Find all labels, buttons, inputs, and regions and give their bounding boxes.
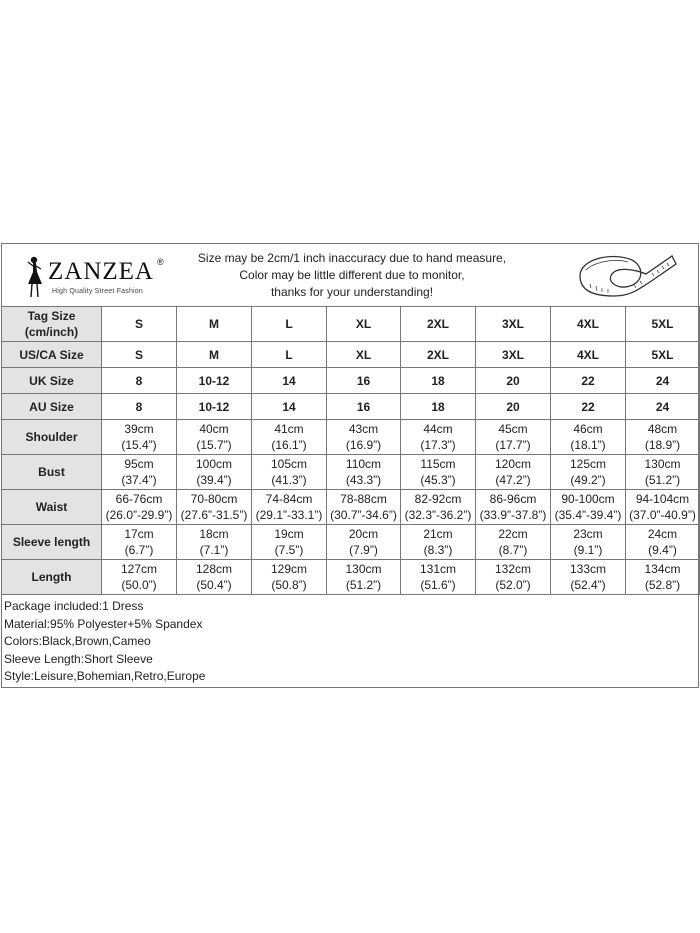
cell-line: (32.3”-36.2”)	[404, 508, 472, 522]
table-cell	[551, 307, 626, 342]
table-row	[2, 368, 700, 394]
cell-line: (6.7”)	[124, 543, 154, 557]
cell-line: 95cm	[124, 457, 154, 471]
cell-line: (7.5”)	[274, 543, 304, 557]
table-cell	[551, 420, 626, 455]
cell-line: 130cm	[345, 562, 382, 576]
cell-line: (18.1”)	[570, 438, 606, 452]
cell-line: (35.4”-39.4”)	[554, 508, 622, 522]
cell-line: 22cm	[498, 527, 528, 541]
cell-line: 19cm	[274, 527, 304, 541]
cell-line: 41cm	[274, 422, 304, 436]
table-cell	[551, 560, 626, 595]
row-header-line: (cm/inch)	[24, 325, 79, 339]
cell-line: (8.7”)	[498, 543, 528, 557]
cell-line: (52.0”)	[495, 578, 531, 592]
cell-line: 125cm	[569, 457, 607, 471]
table-cell	[401, 342, 476, 368]
cell-line: 120cm	[494, 457, 532, 471]
table-cell	[252, 560, 327, 595]
table-cell	[476, 525, 551, 560]
cell-line: 44cm	[423, 422, 453, 436]
row-header	[2, 525, 102, 560]
table-cell	[252, 420, 327, 455]
table-cell	[177, 490, 252, 525]
table-cell	[252, 394, 327, 420]
table-row	[2, 420, 700, 455]
table-cell	[476, 342, 551, 368]
table-cell	[177, 455, 252, 490]
table-cell	[626, 368, 700, 394]
cell-line: 21cm	[423, 527, 453, 541]
cell-line: S	[134, 317, 143, 331]
cell-line: XL	[355, 347, 372, 362]
cell-line: (39.4”)	[196, 473, 232, 487]
cell-line: (37.0”-40.9”)	[629, 508, 696, 522]
cell-line: 94-104cm	[635, 492, 690, 506]
table-cell	[626, 525, 700, 560]
cell-line: 105cm	[270, 457, 308, 471]
table-cell	[626, 342, 700, 368]
cell-line: (16.1”)	[271, 438, 307, 452]
cell-line: (51.2”)	[345, 578, 382, 592]
cell-line: (52.4”)	[570, 578, 606, 592]
row-header-line: AU Size	[29, 399, 74, 414]
cell-line: 110cm	[345, 457, 382, 471]
cell-line: (51.6”)	[420, 578, 456, 592]
cell-line: 129cm	[270, 562, 308, 576]
table-cell	[626, 455, 700, 490]
table-cell	[102, 455, 177, 490]
cell-line: 17cm	[124, 527, 154, 541]
table-cell	[401, 560, 476, 595]
cell-line: (30.7”-34.6”)	[330, 508, 397, 522]
cell-line: M	[209, 347, 219, 362]
registered-mark: ®	[157, 257, 164, 267]
cell-line: (45.3”)	[420, 473, 456, 487]
table-cell	[102, 394, 177, 420]
table-cell	[626, 307, 700, 342]
table-row	[2, 342, 700, 368]
cell-line: 78-88cm	[340, 492, 387, 506]
cell-line: 130cm	[644, 457, 681, 471]
table-cell	[102, 525, 177, 560]
size-chart-sheet	[1, 243, 699, 688]
row-header	[2, 368, 102, 394]
table-cell	[401, 525, 476, 560]
table-cell	[327, 394, 401, 420]
detail-line: Colors:Black,Brown,Cameo	[4, 634, 151, 649]
table-cell	[252, 368, 327, 394]
cell-line: (18.9”)	[644, 438, 681, 452]
cell-line: 20	[506, 373, 520, 388]
cell-line: (26.0”-29.9”)	[105, 508, 173, 522]
cell-line: (49.2”)	[570, 473, 606, 487]
row-header-line: Length	[31, 570, 72, 584]
brand-name: ZANZEA	[48, 258, 154, 285]
table-cell	[102, 560, 177, 595]
table-cell	[327, 455, 401, 490]
cell-line: 24	[655, 373, 670, 388]
cell-line: (17.7”)	[495, 438, 531, 452]
table-cell	[252, 490, 327, 525]
table-row	[2, 490, 700, 525]
cell-line: 115cm	[420, 457, 456, 471]
cell-line: 40cm	[199, 422, 229, 436]
cell-line: 43cm	[348, 422, 379, 436]
cell-line: 128cm	[195, 562, 233, 576]
cell-line: 48cm	[647, 422, 678, 436]
row-header-line: Shoulder	[25, 430, 78, 444]
table-cell	[177, 525, 252, 560]
cell-line: 46cm	[573, 422, 603, 436]
cell-line: (51.2”)	[644, 473, 681, 487]
table-cell	[327, 560, 401, 595]
cell-line: (50.0”)	[121, 578, 157, 592]
cell-line: (29.1”-33.1”)	[255, 508, 323, 522]
notice-line: thanks for your understanding!	[270, 285, 434, 299]
cell-line: L	[285, 317, 293, 331]
cell-line: 100cm	[195, 457, 233, 471]
table-cell	[327, 342, 401, 368]
table-row	[2, 394, 700, 420]
table-row	[2, 455, 700, 490]
table-cell	[476, 560, 551, 595]
table-cell	[551, 490, 626, 525]
cell-line: (9.1”)	[573, 543, 603, 557]
row-header	[2, 455, 102, 490]
table-cell	[327, 368, 401, 394]
cell-line: 45cm	[498, 422, 528, 436]
table-cell	[476, 368, 551, 394]
table-cell	[551, 368, 626, 394]
cell-line: 22	[581, 373, 595, 388]
cell-line: (8.3”)	[423, 543, 453, 557]
row-header	[2, 420, 102, 455]
row-header	[2, 560, 102, 595]
cell-line: (50.8”)	[271, 578, 307, 592]
cell-line: 10-12	[198, 399, 230, 414]
notice-line: Color may be little different due to monitor,	[239, 268, 465, 282]
cell-line: (43.3”)	[345, 473, 382, 487]
cell-line: 5XL	[651, 347, 674, 362]
fashion-figure-icon	[24, 254, 46, 300]
row-header	[2, 394, 102, 420]
detail-line: Sleeve Length:Short Sleeve	[4, 651, 153, 666]
cell-line: (15.4”)	[121, 438, 157, 452]
table-cell	[102, 420, 177, 455]
cell-line: 2XL	[426, 317, 449, 331]
cell-line: L	[285, 347, 293, 362]
table-cell	[626, 420, 700, 455]
cell-line: (15.7”)	[196, 438, 232, 452]
row-header-line: US/CA Size	[19, 347, 84, 362]
cell-line: 4XL	[576, 347, 599, 362]
cell-line: 20cm	[348, 527, 379, 541]
table-cell	[327, 525, 401, 560]
row-header-line: Sleeve length	[12, 535, 91, 549]
row-header-line: Waist	[35, 500, 68, 514]
table-cell	[476, 420, 551, 455]
table-row	[2, 525, 700, 560]
row-header-line: Tag Size	[27, 309, 76, 323]
cell-line: 22	[581, 399, 595, 414]
row-header-line: Bust	[38, 465, 65, 479]
table-cell	[476, 307, 551, 342]
cell-line: 23cm	[573, 527, 603, 541]
table-cell	[626, 560, 700, 595]
detail-line: Material:95% Polyester+5% Spandex	[4, 616, 203, 631]
table-cell	[626, 490, 700, 525]
table-cell	[252, 342, 327, 368]
table-cell	[102, 368, 177, 394]
cell-line: 20	[506, 399, 520, 414]
cell-line: M	[209, 317, 219, 331]
cell-line: 66-76cm	[115, 492, 163, 506]
table-cell	[177, 560, 252, 595]
row-header	[2, 307, 102, 342]
cell-line: 10-12	[198, 373, 230, 388]
cell-line: 134cm	[644, 562, 681, 576]
cell-line: (17.3”)	[420, 438, 456, 452]
cell-line: 3XL	[501, 317, 524, 331]
table-cell	[177, 307, 252, 342]
cell-line: 14	[282, 373, 296, 388]
cell-line: 16	[356, 399, 371, 414]
cell-line: 18	[431, 373, 445, 388]
table-cell	[476, 490, 551, 525]
cell-line: 86-96cm	[489, 492, 537, 506]
product-details	[4, 598, 205, 686]
cell-line: 70-80cm	[190, 492, 238, 506]
table-cell	[177, 368, 252, 394]
notice-line: Size may be 2cm/1 inch inaccuracy due to hand measure,	[197, 251, 507, 265]
cell-line: 133cm	[569, 562, 607, 576]
table-cell	[551, 394, 626, 420]
cell-line: XL	[355, 317, 372, 331]
row-header	[2, 490, 102, 525]
table-cell	[327, 490, 401, 525]
cell-line: (50.4”)	[196, 578, 232, 592]
table-cell	[252, 455, 327, 490]
row-header	[2, 342, 102, 368]
measuring-tape-icon	[574, 246, 678, 304]
table-cell	[476, 394, 551, 420]
cell-line: (7.9”)	[349, 543, 378, 557]
table-cell	[401, 307, 476, 342]
table-cell	[401, 368, 476, 394]
cell-line: 74-84cm	[265, 492, 313, 506]
cell-line: 18	[431, 399, 445, 414]
table-cell	[327, 307, 401, 342]
row-header-line: UK Size	[29, 373, 74, 388]
cell-line: 132cm	[494, 562, 532, 576]
cell-line: S	[134, 347, 143, 362]
brand-tagline: High Quality Street Fashion	[52, 288, 143, 295]
cell-line: 39cm	[124, 422, 154, 436]
cell-line: 24cm	[647, 527, 678, 541]
table-cell	[551, 525, 626, 560]
table-cell	[401, 490, 476, 525]
table-cell	[102, 342, 177, 368]
cell-line: (47.2”)	[495, 473, 531, 487]
cell-line: (52.8”)	[644, 578, 681, 592]
cell-line: 131cm	[419, 562, 457, 576]
table-cell	[401, 455, 476, 490]
cell-line: 16	[356, 373, 371, 388]
detail-line: Style:Leisure,Bohemian,Retro,Europe	[4, 669, 206, 684]
measurement-notice	[187, 250, 517, 301]
size-chart-header	[2, 244, 698, 307]
size-table	[1, 306, 700, 595]
cell-line: 90-100cm	[561, 492, 615, 506]
cell-line: 18cm	[199, 527, 229, 541]
cell-line: (7.1”)	[199, 543, 229, 557]
table-cell	[626, 394, 700, 420]
cell-line: 5XL	[651, 317, 674, 331]
cell-line: (33.9”-37.8”)	[479, 508, 547, 522]
table-cell	[102, 490, 177, 525]
table-cell	[177, 342, 252, 368]
brand-logo	[24, 252, 194, 302]
cell-line: 8	[135, 373, 143, 388]
table-cell	[476, 455, 551, 490]
cell-line: 82-92cm	[414, 492, 462, 506]
table-cell	[177, 394, 252, 420]
cell-line: (16.9”)	[345, 438, 382, 452]
cell-line: (37.4”)	[121, 473, 157, 487]
cell-line: (27.6”-31.5”)	[180, 508, 248, 522]
table-row	[2, 307, 700, 342]
cell-line: (9.4”)	[648, 543, 677, 557]
cell-line: 3XL	[501, 347, 524, 362]
cell-line: 127cm	[120, 562, 158, 576]
cell-line: (41.3”)	[271, 473, 307, 487]
cell-line: 8	[135, 399, 143, 414]
cell-line: 4XL	[576, 317, 599, 331]
cell-line: 14	[282, 399, 296, 414]
table-row	[2, 560, 700, 595]
table-cell	[177, 420, 252, 455]
cell-line: 24	[655, 399, 670, 414]
table-cell	[327, 420, 401, 455]
cell-line: 2XL	[426, 347, 449, 362]
table-cell	[551, 455, 626, 490]
table-cell	[252, 307, 327, 342]
table-cell	[252, 525, 327, 560]
table-cell	[551, 342, 626, 368]
table-cell	[102, 307, 177, 342]
detail-line: Package included:1 Dress	[4, 599, 144, 613]
table-cell	[401, 420, 476, 455]
table-cell	[401, 394, 476, 420]
